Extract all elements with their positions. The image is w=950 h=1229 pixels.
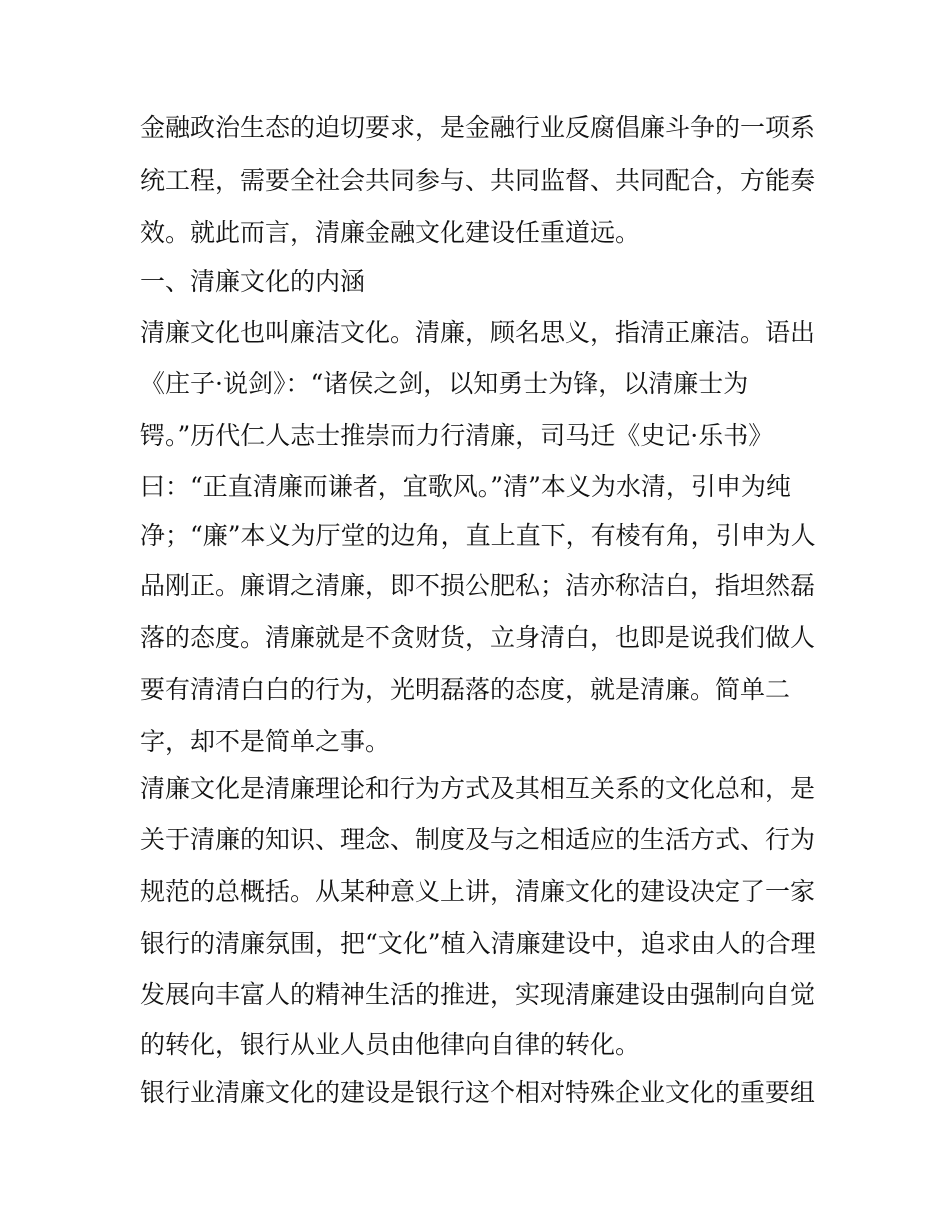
text-line: 品刚正。廉谓之清廉，即不损公肥私；洁亦称洁白，指坦然磊: [140, 571, 816, 600]
text-line: 统工程，需要全社会共同参与、共同监督、共同配合，方能奏: [140, 166, 816, 195]
text-line: 银行的清廉氛围，把“文化”植入清廉建设中，追求由人的合理: [140, 929, 816, 958]
text-line: 金融政治生态的迫切要求，是金融行业反腐倡廉斗争的一项系: [140, 113, 816, 142]
text-line: 银行业清廉文化的建设是银行这个相对特殊企业文化的重要组: [140, 1078, 816, 1107]
text-line: 《庄子·说剑》：“诸侯之剑，以知勇士为锋，以清廉士为: [140, 369, 749, 398]
text-line: 清廉文化是清廉理论和行为方式及其相互关系的文化总和，是: [140, 774, 816, 803]
text-line: 曰：“正直清廉而谦者，宜歌风。”清”本义为水清，引申为纯: [140, 472, 791, 501]
text-line: 字，却不是简单之事。: [140, 727, 391, 756]
text-line: 落的态度。清廉就是不贪财货，立身清白，也即是说我们做人: [140, 623, 816, 652]
text-line: 规范的总概括。从某种意义上讲，清廉文化的建设决定了一家: [140, 877, 816, 906]
section-heading: 一、清廉文化的内涵: [140, 267, 366, 296]
text-line: 锷。”历代仁人志士推崇而力行清廉，司马迁《史记·乐书》: [140, 421, 774, 450]
text-line: 净；“廉”本义为厅堂的边角，直上直下，有棱有角，引申为人: [140, 521, 816, 550]
text-line: 要有清清白白的行为，光明磊落的态度，就是清廉。简单二: [140, 675, 791, 704]
text-line: 效。就此而言，清廉金融文化建设任重道远。: [140, 218, 641, 247]
text-line: 清廉文化也叫廉洁文化。清廉，顾名思义，指清正廉洁。语出: [140, 318, 816, 347]
text-line: 发展向丰富人的精神生活的推进，实现清廉建设由强制向自觉: [140, 980, 816, 1009]
text-line: 关于清廉的知识、理念、制度及与之相适应的生活方式、行为: [140, 825, 816, 854]
text-line: 的转化，银行从业人员由他律向自律的转化。: [140, 1030, 641, 1059]
